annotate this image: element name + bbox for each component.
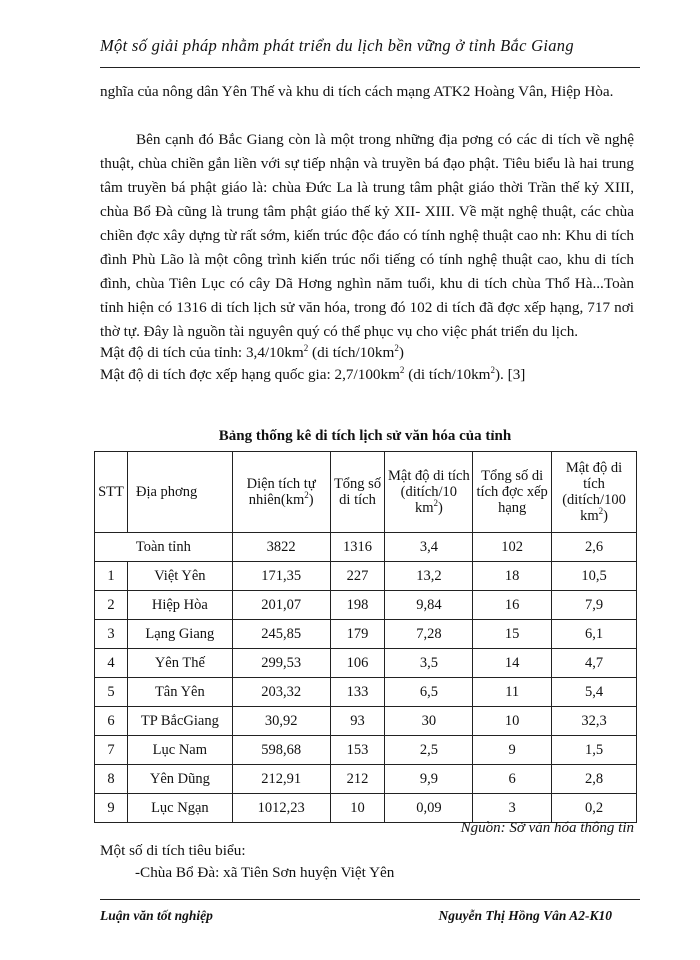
- table-cell: 16: [473, 591, 552, 620]
- table-cell: 212: [330, 765, 385, 794]
- running-header: [100, 36, 640, 68]
- paragraph-1: nghĩa của nông dân Yên Thế và khu di tích cách mạng ATK2 Hoàng Vân, Hiệp Hòa.: [100, 83, 614, 100]
- table-cell: 4: [95, 649, 128, 678]
- table-cell: 5: [95, 678, 128, 707]
- table-cell: 6: [95, 707, 128, 736]
- table-header-row: [95, 452, 637, 533]
- density-line-1: Mật độ di tích của tỉnh: $3,4/10km^2$ (di tích/$10km^2$): [100, 342, 404, 361]
- table-cell: TP BắcGiang: [127, 707, 232, 736]
- table-cell: 6,1: [552, 620, 637, 649]
- table-row-total: [95, 533, 637, 562]
- heritage-table: [94, 451, 637, 823]
- table-cell: 4,7: [552, 649, 637, 678]
- table-row: [95, 707, 637, 736]
- col-total: Tổng số di tích: [330, 452, 385, 533]
- table-cell: 18: [473, 562, 552, 591]
- table-cell: 179: [330, 620, 385, 649]
- table-row: [95, 678, 637, 707]
- footer-rule: [100, 899, 640, 900]
- total-area: 3822: [232, 533, 330, 562]
- table-cell: 201,07: [232, 591, 330, 620]
- table-cell: 10: [330, 794, 385, 823]
- table-cell: 5,4: [552, 678, 637, 707]
- table-cell: 8: [95, 765, 128, 794]
- table-cell: 0,2: [552, 794, 637, 823]
- table-cell: 11: [473, 678, 552, 707]
- table-cell: 106: [330, 649, 385, 678]
- table-cell: Lục Nam: [127, 736, 232, 765]
- table-cell: Việt Yên: [127, 562, 232, 591]
- table-cell: 198: [330, 591, 385, 620]
- table-cell: 30: [385, 707, 473, 736]
- total-ranked: 102: [473, 533, 552, 562]
- table-cell: Lục Ngạn: [127, 794, 232, 823]
- col-ranked: Tổng số di tích đợc xếp hạng: [473, 452, 552, 533]
- table-cell: 1: [95, 562, 128, 591]
- total-ranked-density: 2,6: [552, 533, 637, 562]
- table-cell: 7: [95, 736, 128, 765]
- table-cell: Yên Dũng: [127, 765, 232, 794]
- table-cell: 7,9: [552, 591, 637, 620]
- table-cell: 598,68: [232, 736, 330, 765]
- table-cell: 93: [330, 707, 385, 736]
- table-cell: 133: [330, 678, 385, 707]
- table-row: [95, 736, 637, 765]
- header-title: Một số giải pháp nhằm phát triển du lịch bền vững ở tỉnh Bắc Giang: [100, 36, 574, 55]
- total-count: 1316: [330, 533, 385, 562]
- total-density: 3,4: [385, 533, 473, 562]
- total-label: Toàn tỉnh: [95, 533, 233, 562]
- table-row: [95, 649, 637, 678]
- list-item: -Chùa Bổ Đà: xã Tiên Sơn huyện Việt Yên: [135, 864, 395, 881]
- table-cell: 2,8: [552, 765, 637, 794]
- table-cell: 171,35: [232, 562, 330, 591]
- col-density: Mật độ di tích (ditích/10 $km^2$): [385, 452, 473, 533]
- table-cell: 9,9: [385, 765, 473, 794]
- table-cell: 2,5: [385, 736, 473, 765]
- list-intro: Một số di tích tiêu biểu:: [100, 842, 246, 859]
- paragraph-2: Bên cạnh đó Bắc Giang còn là một trong những địa pơng có các di tích về nghệ thuật, chùa chiền gắn liền với sự tiếp nhận và truyền bá đạo phật. Tiêu biểu là hai trung tâm truyền bá phật giáo là: chùa Đức La là trung tâm phật giáo thời Trần thế kỷ XIII, chùa Bổ Đà cũng là trung tâm phật giáo thế kỷ XII- XIII. Về mặt nghệ thuật, các chùa chiền đợc xây dựng từ rất sớm, kiến trúc độc đáo có tính nghệ thuật cao nh: Khu di tích đình Phù Lão là một công trình kiến trúc nổi tiếng có tính nghệ thuật cao, khu di tích đình, chùa Tiên Lục có cây Dã Hơng nghìn năm tuổi, khu di tích chùa Thổ Hà...Toàn tỉnh hiện có 1316 di tích lịch sử văn hóa, trong đó 102 di tích đã đợc xếp hạng, 717 nơi thờ tự. Đây là nguồn tài nguyên quý có thể phục vụ cho việc phát triển du lịch.: [100, 131, 634, 340]
- table-cell: Yên Thế: [127, 649, 232, 678]
- table-cell: 6,5: [385, 678, 473, 707]
- col-place: Địa phơng: [127, 452, 232, 533]
- table-cell: 3: [473, 794, 552, 823]
- table-cell: 1012,23: [232, 794, 330, 823]
- table-cell: 1,5: [552, 736, 637, 765]
- table-cell: Tân Yên: [127, 678, 232, 707]
- table-cell: Hiệp Hòa: [127, 591, 232, 620]
- table-source: Nguồn: Sở văn hóa thông tin: [460, 820, 634, 836]
- table-cell: 14: [473, 649, 552, 678]
- table-caption: Bảng thống kê di tích lịch sử văn hóa của tỉnh: [218, 428, 512, 444]
- table-cell: 7,28: [385, 620, 473, 649]
- table-cell: 203,32: [232, 678, 330, 707]
- table-cell: 153: [330, 736, 385, 765]
- table-row: [95, 794, 637, 823]
- header-rule: [100, 67, 640, 68]
- table-row: [95, 620, 637, 649]
- table-row: [95, 562, 637, 591]
- table-cell: 227: [330, 562, 385, 591]
- footer-right: Nguyễn Thị Hồng Vân A2-K10: [438, 908, 612, 923]
- col-area: Diện tích tự $nhiên(km^2)$: [232, 452, 330, 533]
- table-cell: 299,53: [232, 649, 330, 678]
- density-line-2: Mật độ di tích đợc xếp hạng quốc gia: $2,7/100km^2$ (di tích/$10km^2$). [3]: [100, 364, 526, 383]
- table-cell: 10,5: [552, 562, 637, 591]
- footer-left: Luận văn tốt nghiệp: [100, 908, 213, 923]
- table-row: [95, 591, 637, 620]
- table-cell: 13,2: [385, 562, 473, 591]
- table-cell: 10: [473, 707, 552, 736]
- table-cell: 30,92: [232, 707, 330, 736]
- table-row: [95, 765, 637, 794]
- table-cell: 2: [95, 591, 128, 620]
- table-cell: 3: [95, 620, 128, 649]
- col-stt: STT: [95, 452, 128, 533]
- col-ranked-density: Mật độ di tích (ditích/100 $km^2$): [552, 452, 637, 533]
- table-cell: 9: [473, 736, 552, 765]
- table-cell: Lạng Giang: [127, 620, 232, 649]
- table-cell: 9,84: [385, 591, 473, 620]
- table-cell: 32,3: [552, 707, 637, 736]
- table-cell: 212,91: [232, 765, 330, 794]
- table-cell: 15: [473, 620, 552, 649]
- table-cell: 0,09: [385, 794, 473, 823]
- table-cell: 9: [95, 794, 128, 823]
- table-cell: 3,5: [385, 649, 473, 678]
- table-cell: 6: [473, 765, 552, 794]
- table-cell: 245,85: [232, 620, 330, 649]
